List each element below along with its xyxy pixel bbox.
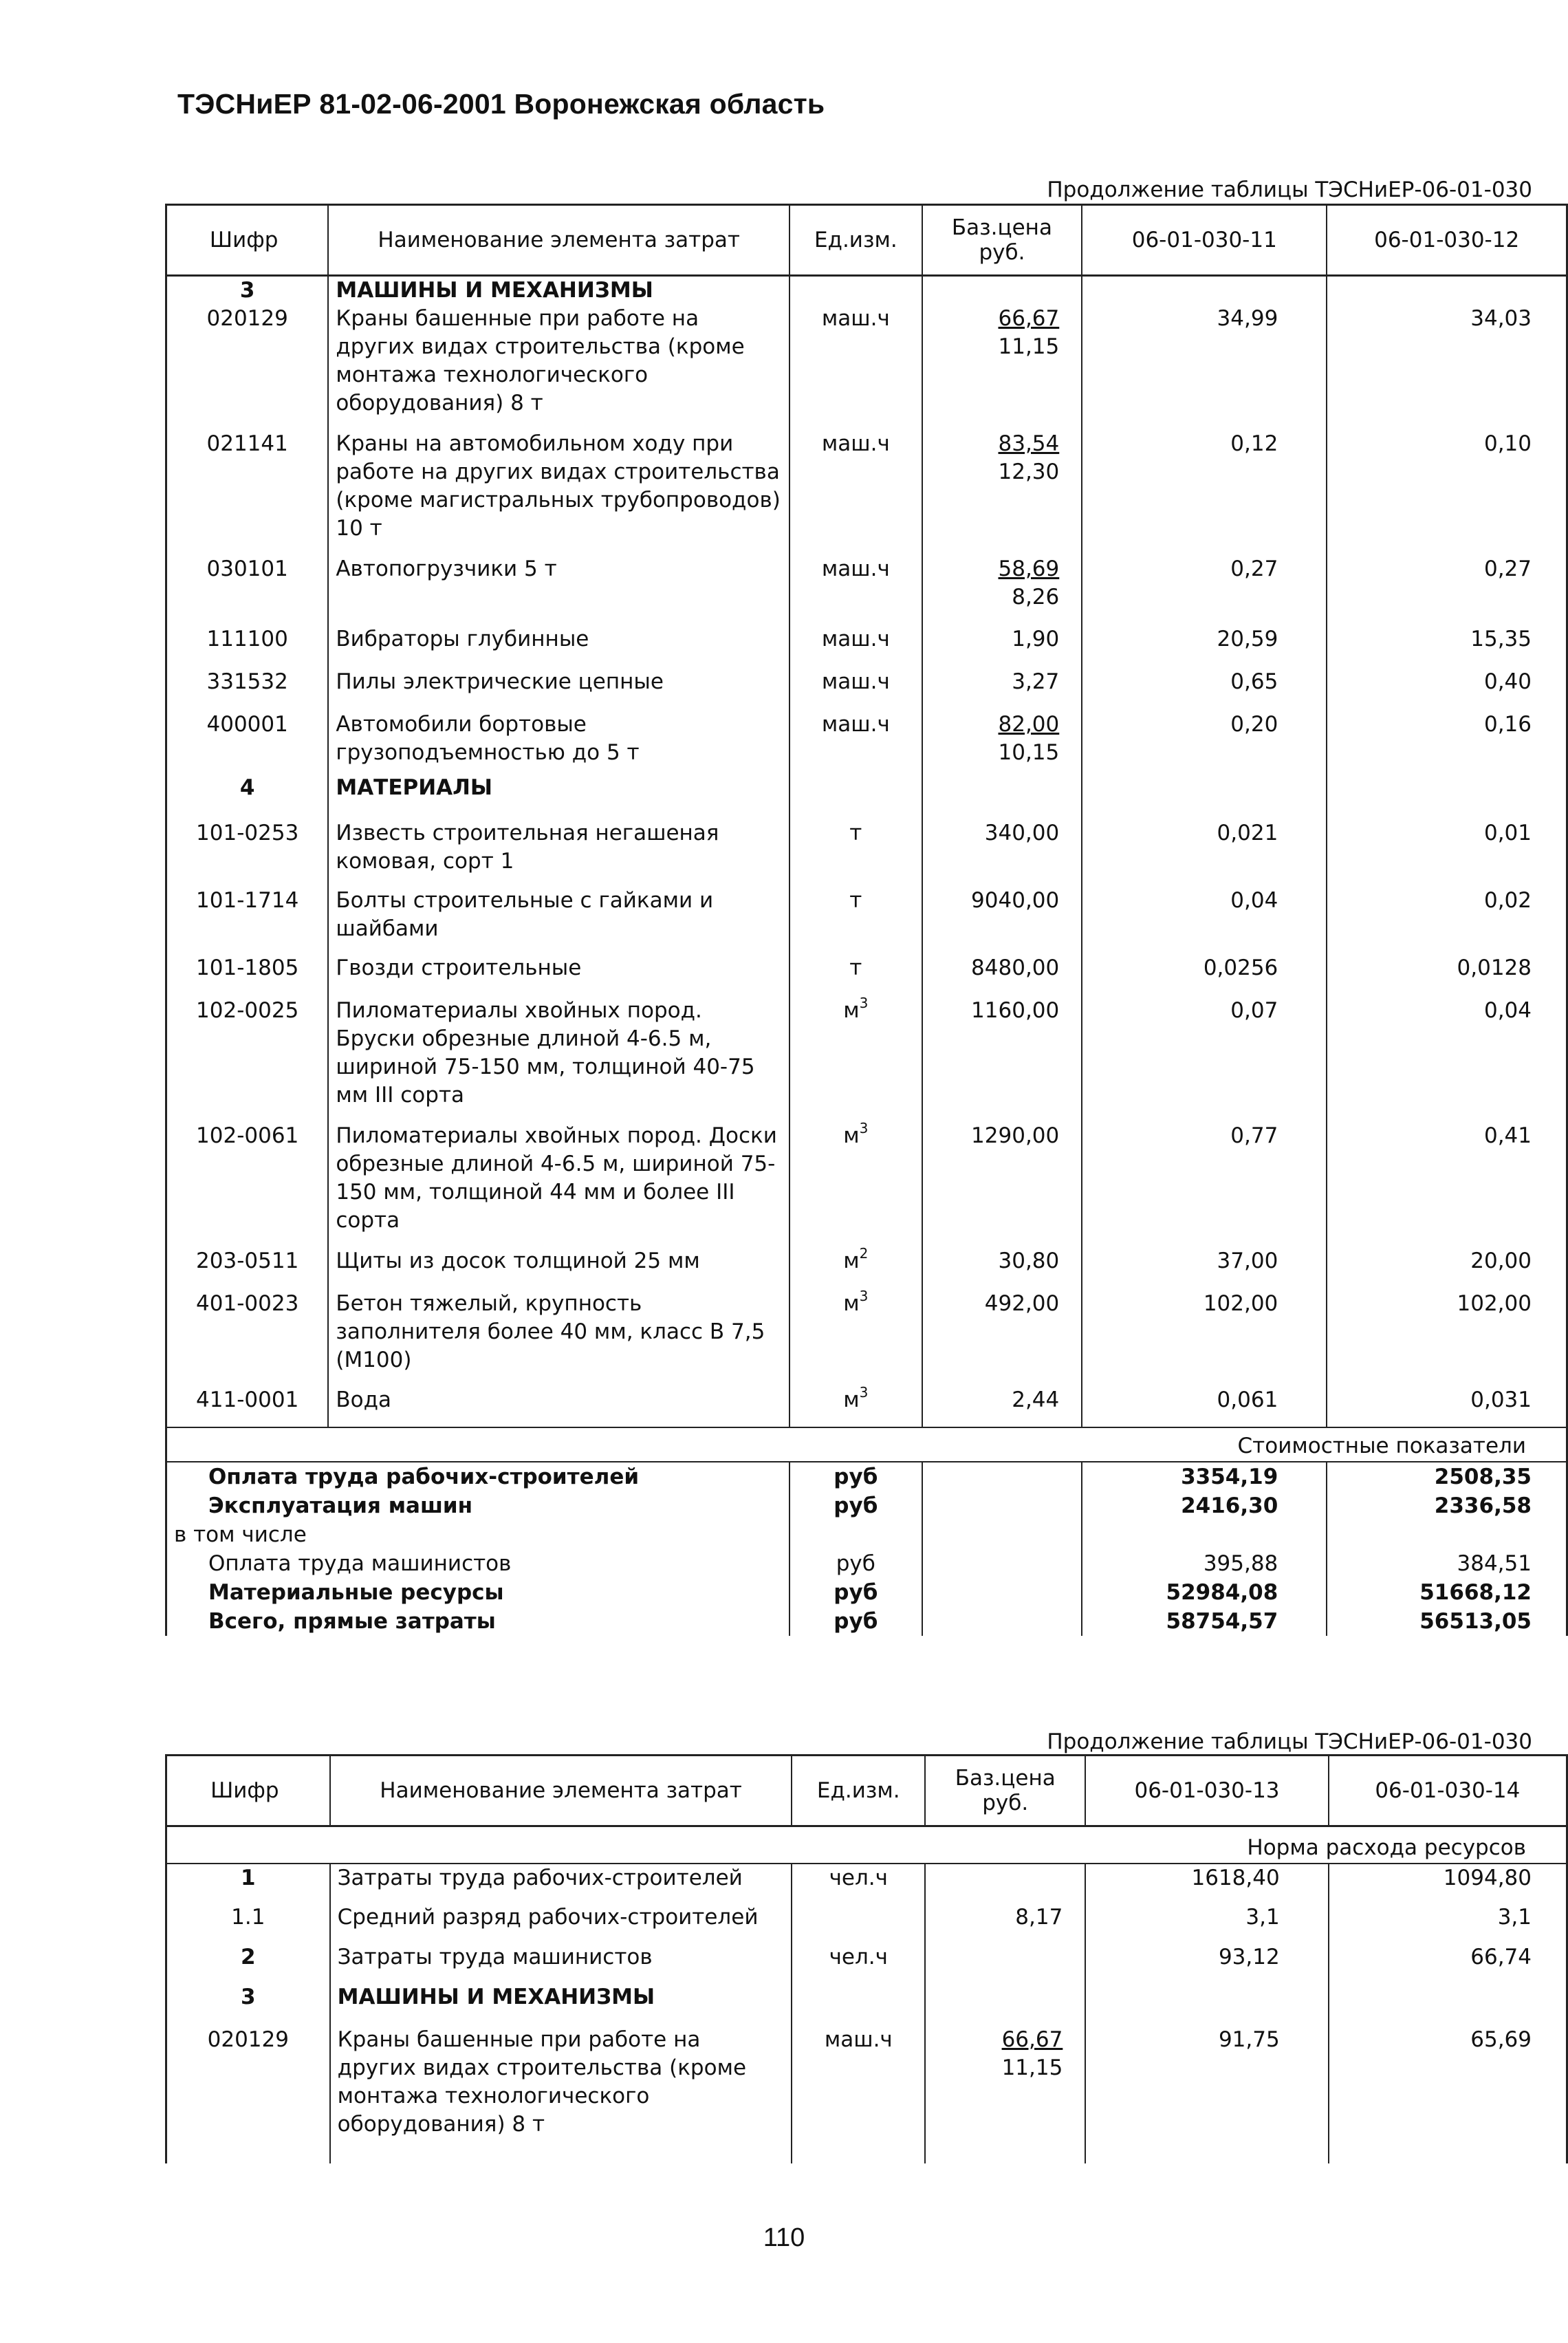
row-name: Пилы электрические цепные xyxy=(328,668,790,711)
row-code: 4 xyxy=(166,774,329,819)
row-price: 492,00 xyxy=(922,1290,1082,1386)
summary-value-12: 2336,58 xyxy=(1434,1493,1532,1518)
row-value-12: 0,41 xyxy=(1483,1123,1532,1148)
table-row xyxy=(166,1247,1567,1290)
row-unit: чел.ч xyxy=(792,1943,925,1983)
table-row xyxy=(166,1290,1567,1386)
row-unit: $м^3$ xyxy=(790,1290,922,1386)
table-row xyxy=(166,625,1567,668)
section-title: МАТЕРИАЛЫ xyxy=(328,774,790,819)
row-value-12: 0,40 xyxy=(1483,669,1532,694)
row-unit xyxy=(792,1903,925,1943)
row-value-11: 20,59 xyxy=(1082,625,1327,668)
row-value-11: 0,0256 xyxy=(1082,954,1327,997)
table-row xyxy=(166,711,1567,774)
row-value-11: 0,04 xyxy=(1082,887,1327,954)
summary-value-11: 3354,19 xyxy=(1082,1462,1327,1491)
row-code: 102-0025 xyxy=(166,997,329,1122)
row-price: 30,80 xyxy=(922,1247,1082,1290)
row-unit: маш.ч xyxy=(792,2026,925,2163)
table-row xyxy=(166,954,1567,997)
row-price: 8480,00 xyxy=(922,954,1082,997)
summary-row xyxy=(166,1607,1567,1636)
header-code: Шифр xyxy=(166,205,329,276)
table1-continuation-label: Продолжение таблицы ТЭСНиЕР-06-01-030 xyxy=(1047,177,1532,202)
row-value-11: 0,12 xyxy=(1082,430,1327,555)
table-row xyxy=(166,1983,1567,2026)
summary-unit: руб xyxy=(790,1578,922,1607)
row-code: 331532 xyxy=(166,668,329,711)
table-row xyxy=(166,276,1567,305)
norm-caption-row xyxy=(166,1826,1567,1864)
row-code: 101-1805 xyxy=(166,954,329,997)
row-name: Бетон тяжелый, крупность заполнителя более 40 мм, класс В 7,5 (М100) xyxy=(328,1290,790,1386)
header-col-13: 06-01-030-13 xyxy=(1085,1756,1328,1826)
norm-caption: Норма расхода ресурсов xyxy=(166,1826,1567,1864)
row-code: 020129 xyxy=(166,305,329,430)
table2-continuation-label: Продолжение таблицы ТЭСНиЕР-06-01-030 xyxy=(1047,1729,1532,1754)
row-code: 021141 xyxy=(166,430,329,555)
row-unit: маш.ч xyxy=(790,711,922,774)
row-value-13: 1618,40 xyxy=(1085,1864,1328,1903)
table-row xyxy=(166,1386,1567,1427)
row-value-12: 0,031 xyxy=(1470,1388,1532,1412)
row-unit: чел.ч xyxy=(792,1864,925,1903)
row-code: 030101 xyxy=(166,555,329,625)
row-value-11: 0,061 xyxy=(1082,1386,1327,1427)
row-name: Краны башенные при работе на других видах строительства (кроме монтажа технологического оборудования) 8 т xyxy=(328,305,790,430)
row-name: Гвозди строительные xyxy=(328,954,790,997)
row-code: 1.1 xyxy=(166,1903,330,1943)
row-price: 2,44 xyxy=(922,1386,1082,1427)
header-col-11: 06-01-030-11 xyxy=(1082,205,1327,276)
header-unit: Ед.изм. xyxy=(790,205,922,276)
table-row xyxy=(166,1864,1567,1903)
summary-label: Всего, прямые затраты xyxy=(166,1607,790,1636)
row-unit: маш.ч xyxy=(790,430,922,555)
row-value-13: 93,12 xyxy=(1085,1943,1328,1983)
row-name: Краны башенные при работе на других видах строительства (кроме монтажа технологического оборудования) 8 т xyxy=(330,2026,792,2163)
table-row xyxy=(166,887,1567,954)
row-price: 9040,00 xyxy=(922,887,1082,954)
row-unit: т xyxy=(790,887,922,954)
row-unit: маш.ч xyxy=(790,668,922,711)
row-value-12: 102,00 xyxy=(1457,1291,1532,1316)
row-code: 401-0023 xyxy=(166,1290,329,1386)
row-name: Краны на автомобильном ходу при работе на других видах строительства (кроме магистральных трубопроводов) 10 т xyxy=(328,430,790,555)
summary-unit: руб xyxy=(790,1549,922,1578)
row-price xyxy=(925,1943,1085,1983)
row-value-12: 34,03 xyxy=(1470,306,1532,331)
row-value-11: 0,27 xyxy=(1082,555,1327,625)
row-name: Пиломатериалы хвойных пород. Бруски обрезные длиной 4-6.5 м, шириной 75-150 мм, толщиной 40-75 мм III сорта xyxy=(328,997,790,1122)
row-price: 83,54 12,30 xyxy=(922,430,1082,555)
cost-caption-row xyxy=(166,1427,1567,1462)
cost-caption: Стоимостные показатели xyxy=(166,1427,1567,1462)
table-row xyxy=(166,1943,1567,1983)
summary-label: Материальные ресурсы xyxy=(166,1578,790,1607)
summary-row xyxy=(166,1578,1567,1607)
table-row xyxy=(166,555,1567,625)
summary-label: Эксплуатация машин xyxy=(166,1491,790,1520)
document-title: ТЭСНиЕР 81-02-06-2001 Воронежская область xyxy=(177,88,825,120)
row-unit: маш.ч xyxy=(790,625,922,668)
table2-header-row xyxy=(166,1756,1567,1826)
row-code: 020129 xyxy=(166,2026,330,2163)
table1-header-row xyxy=(166,205,1567,276)
table-row xyxy=(166,305,1567,430)
summary-row xyxy=(166,1520,1567,1549)
row-name: Автомобили бортовые грузоподъемностью до 5 т xyxy=(328,711,790,774)
row-code: 400001 xyxy=(166,711,329,774)
row-value-12: 0,0128 xyxy=(1457,955,1532,980)
row-name: Щиты из досок толщиной 25 мм xyxy=(328,1247,790,1290)
row-value-11: 0,021 xyxy=(1082,819,1327,887)
row-value-12: 0,01 xyxy=(1483,821,1532,845)
row-value-11: 0,65 xyxy=(1082,668,1327,711)
header-name: Наименование элемента затрат xyxy=(328,205,790,276)
header-unit: Ед.изм. xyxy=(792,1756,925,1826)
row-unit: маш.ч xyxy=(790,305,922,430)
header-col-14: 06-01-030-14 xyxy=(1329,1756,1567,1826)
header-name: Наименование элемента затрат xyxy=(330,1756,792,1826)
row-unit: $м^3$ xyxy=(790,997,922,1122)
summary-value-12: 51668,12 xyxy=(1419,1580,1532,1605)
row-value-11: 34,99 xyxy=(1082,305,1327,430)
row-value-12: 0,27 xyxy=(1483,557,1532,581)
summary-label: Оплата труда машинистов xyxy=(166,1549,790,1578)
summary-value-12: 384,51 xyxy=(1457,1551,1532,1576)
row-price: 1,90 xyxy=(922,625,1082,668)
row-name: Вибраторы глубинные xyxy=(328,625,790,668)
table-row xyxy=(166,668,1567,711)
summary-row xyxy=(166,1491,1567,1520)
row-code: 411-0001 xyxy=(166,1386,329,1427)
table-row xyxy=(166,430,1567,555)
row-value-12: 0,02 xyxy=(1483,888,1532,913)
row-value-14: 3,1 xyxy=(1497,1905,1532,1930)
summary-value-11: 58754,57 xyxy=(1082,1607,1327,1636)
row-value-12: 0,16 xyxy=(1483,712,1532,737)
row-code: 102-0061 xyxy=(166,1122,329,1247)
row-name: Известь строительная негашеная комовая, сорт 1 xyxy=(328,819,790,887)
row-code: 101-1714 xyxy=(166,887,329,954)
row-unit: т xyxy=(790,819,922,887)
row-value-13: 3,1 xyxy=(1085,1903,1328,1943)
row-unit: $м^2$ xyxy=(790,1247,922,1290)
row-name: Средний разряд рабочих-строителей xyxy=(330,1903,792,1943)
row-value-12: 15,35 xyxy=(1470,627,1532,651)
row-price: 58,69 8,26 xyxy=(922,555,1082,625)
row-price: 1290,00 xyxy=(922,1122,1082,1247)
row-name: Пиломатериалы хвойных пород. Доски обрезные длиной 4-6.5 м, шириной 75-150 мм, толщиной 44 мм и более III сорта xyxy=(328,1122,790,1247)
row-unit: т xyxy=(790,954,922,997)
row-unit: маш.ч xyxy=(790,555,922,625)
header-col-12: 06-01-030-12 xyxy=(1327,205,1567,276)
summary-value-11: 52984,08 xyxy=(1082,1578,1327,1607)
section-title: МАШИНЫ И МЕХАНИЗМЫ xyxy=(330,1983,792,2026)
summary-value-12: 2508,35 xyxy=(1434,1465,1532,1489)
row-value-14: 1094,80 xyxy=(1443,1866,1532,1890)
row-value-14: 65,69 xyxy=(1470,2027,1532,2052)
summary-label: в том числе xyxy=(166,1520,790,1549)
summary-unit: руб xyxy=(790,1491,922,1520)
row-unit: $м^3$ xyxy=(790,1122,922,1247)
summary-value-11: 395,88 xyxy=(1082,1549,1327,1578)
row-value-13: 91,75 xyxy=(1085,2026,1328,2163)
table-row xyxy=(166,774,1567,819)
row-name: Вода xyxy=(328,1386,790,1427)
row-price xyxy=(925,1864,1085,1903)
table-row xyxy=(166,1903,1567,1943)
row-price: 66,67 11,15 xyxy=(925,2026,1085,2163)
row-code: 111100 xyxy=(166,625,329,668)
summary-label: Оплата труда рабочих-строителей xyxy=(166,1462,790,1491)
summary-unit: руб xyxy=(790,1607,922,1636)
header-code: Шифр xyxy=(166,1756,330,1826)
table2 xyxy=(165,1754,1568,2163)
row-code: 101-0253 xyxy=(166,819,329,887)
summary-value-12: 56513,05 xyxy=(1419,1609,1532,1634)
row-value-12: 20,00 xyxy=(1470,1249,1532,1273)
header-base-price: Баз.цена руб. xyxy=(925,1756,1085,1826)
row-name: Затраты труда машинистов xyxy=(330,1943,792,1983)
row-value-11: 37,00 xyxy=(1082,1247,1327,1290)
summary-row xyxy=(166,1462,1567,1491)
row-price: 66,67 11,15 xyxy=(922,305,1082,430)
table-row xyxy=(166,1122,1567,1247)
summary-unit: руб xyxy=(790,1462,922,1491)
summary-row xyxy=(166,1549,1567,1578)
row-price: 340,00 xyxy=(922,819,1082,887)
row-name: Болты строительные с гайками и шайбами xyxy=(328,887,790,954)
row-value-11: 0,77 xyxy=(1082,1122,1327,1247)
row-value-12: 0,10 xyxy=(1483,431,1532,456)
row-code: 3 xyxy=(166,1983,330,2026)
summary-value-11: 2416,30 xyxy=(1082,1491,1327,1520)
section-title: МАШИНЫ И МЕХАНИЗМЫ xyxy=(328,276,790,305)
row-value-11: 0,07 xyxy=(1082,997,1327,1122)
table-row xyxy=(166,997,1567,1122)
table-row xyxy=(166,2026,1567,2163)
row-value-12: 0,04 xyxy=(1483,998,1532,1023)
row-price: 1160,00 xyxy=(922,997,1082,1122)
row-name: Автопогрузчики 5 т xyxy=(328,555,790,625)
row-unit: $м^3$ xyxy=(790,1386,922,1427)
row-price: 8,17 xyxy=(925,1903,1085,1943)
header-base-price: Баз.цена руб. xyxy=(922,205,1082,276)
row-value-11: 102,00 xyxy=(1082,1290,1327,1386)
row-price: 82,00 10,15 xyxy=(922,711,1082,774)
row-name: Затраты труда рабочих-строителей xyxy=(330,1864,792,1903)
row-value-11: 0,20 xyxy=(1082,711,1327,774)
row-code: 203-0511 xyxy=(166,1247,329,1290)
page-number: 110 xyxy=(763,2223,805,2252)
row-price: 3,27 xyxy=(922,668,1082,711)
table-row xyxy=(166,819,1567,887)
row-code: 2 xyxy=(166,1943,330,1983)
row-code: 3 xyxy=(166,276,329,305)
row-value-14: 66,74 xyxy=(1470,1945,1532,1969)
table1 xyxy=(165,204,1568,1636)
row-code: 1 xyxy=(166,1864,330,1903)
